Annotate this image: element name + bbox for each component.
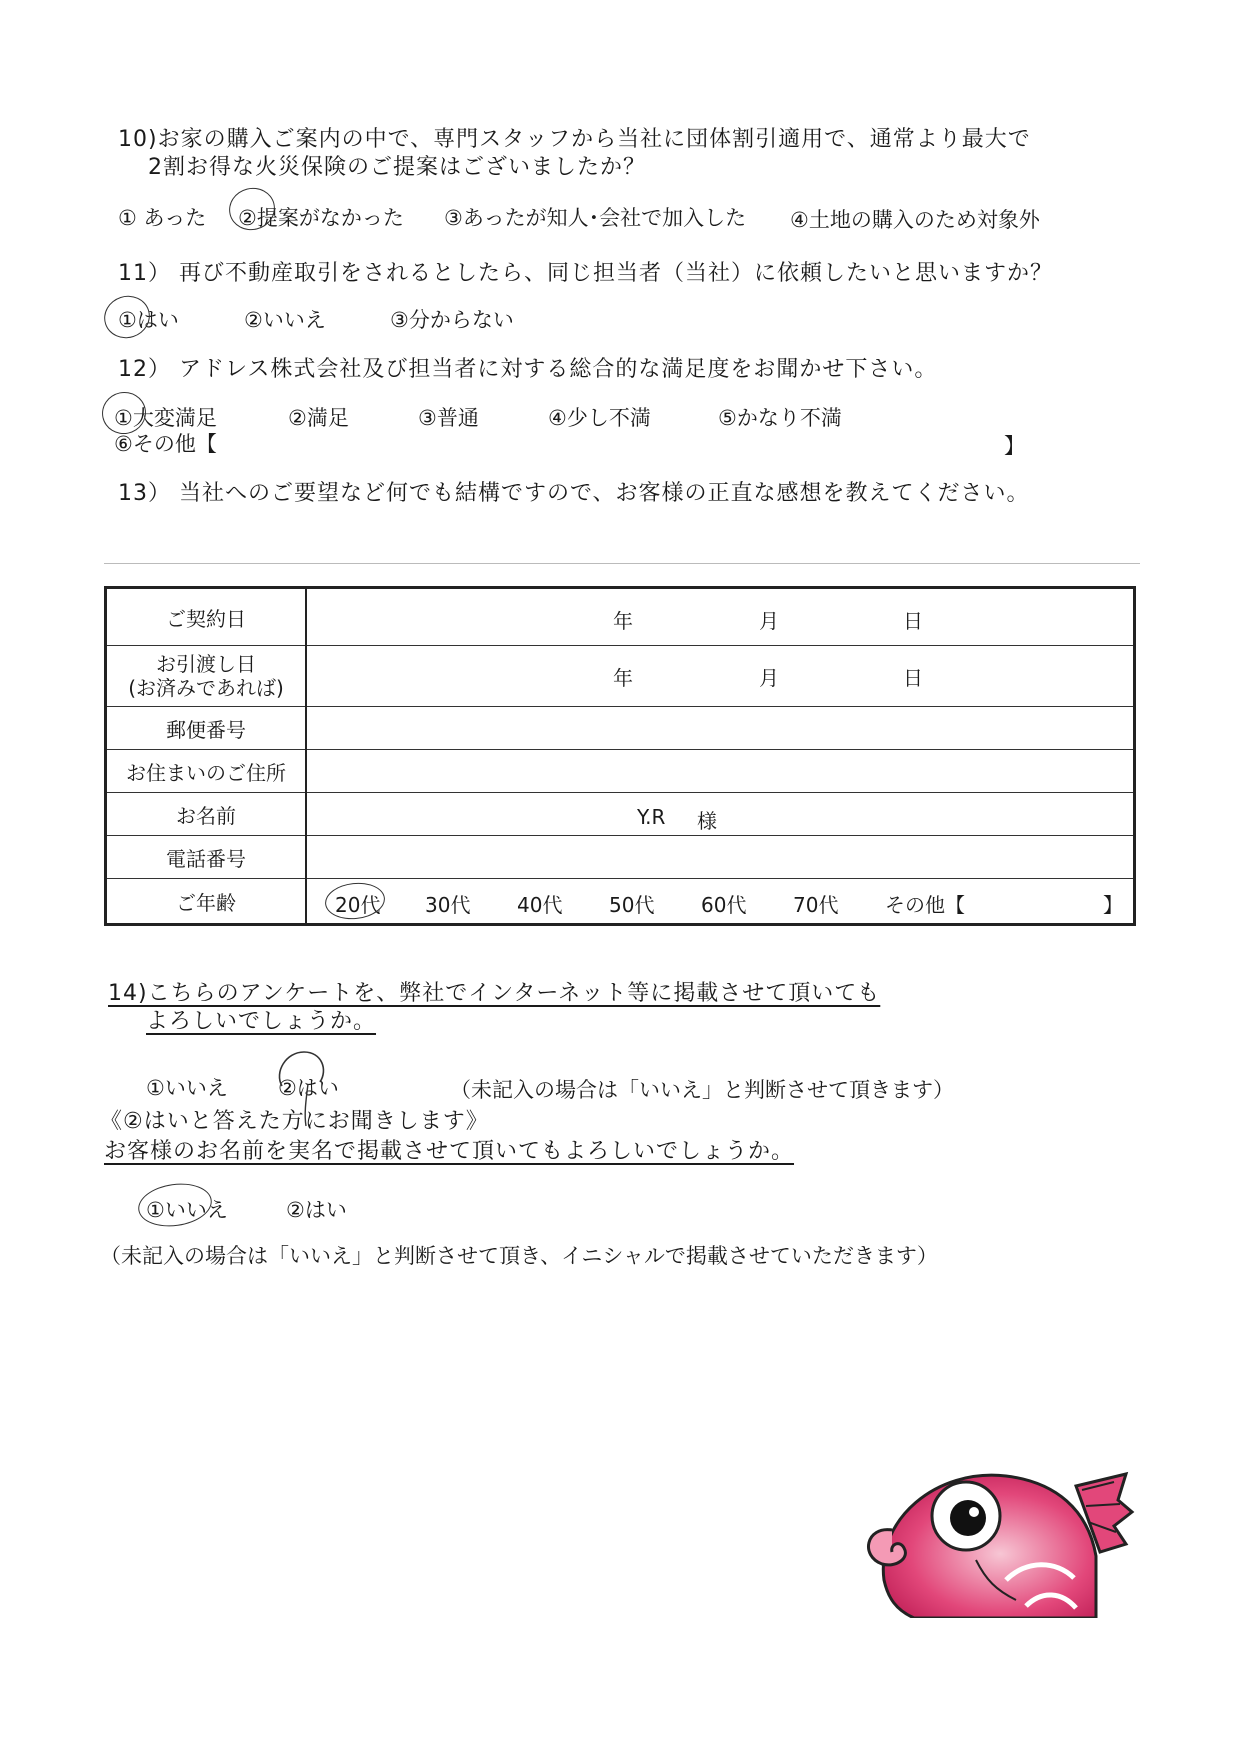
year-label: 年 (613, 609, 633, 633)
name-field[interactable] (306, 793, 1135, 836)
table-row (106, 588, 1135, 646)
address-field[interactable] (306, 750, 1135, 793)
q12-option-3[interactable]: ③普通 (418, 406, 479, 430)
postal-code-field[interactable] (306, 707, 1135, 750)
year-label: 年 (613, 666, 633, 690)
table-row (106, 750, 1135, 793)
q12-option-4[interactable]: ④少し不満 (548, 406, 651, 430)
q11-answer-circle (99, 290, 156, 344)
phone-label: 電話番号 (106, 836, 307, 879)
q14-note: （未記入の場合は「いいえ」と判断させて頂きます） (450, 1078, 954, 1102)
month-label: 月 (759, 609, 779, 633)
handover-date-label (106, 646, 307, 707)
q14-sub-heading: 《②はいと答えた方にお聞きします》 (100, 1109, 489, 1134)
separator-line (104, 563, 1140, 564)
table-row (106, 793, 1135, 836)
day-label: 日 (903, 666, 923, 690)
q10-option-2[interactable]: ②提案がなかった (238, 206, 404, 230)
month-label: 月 (759, 666, 779, 690)
q14-sub-note: （未記入の場合は「いいえ」と判断させて頂き、イニシャルで掲載させていただきます） (100, 1244, 938, 1268)
postal-code-label: 郵便番号 (106, 707, 307, 750)
q12-option-1[interactable]: ①大変満足 (114, 406, 217, 430)
contract-date-label: ご契約日 (106, 588, 307, 646)
customer-info-table (104, 586, 1136, 926)
age-other-close: 】 (1103, 893, 1123, 917)
handover-label-line1: お引渡し日 (156, 652, 256, 676)
q10-line2: 2割お得な火災保険のご提案はございましたか？ (148, 155, 646, 180)
age-option-50s[interactable]: 50代 (609, 893, 655, 917)
q11-option-3[interactable]: ③分からない (390, 308, 514, 332)
handover-label-line2: (お済みであれば) (128, 676, 284, 700)
q12-option-other[interactable]: ⑥その他【 (114, 432, 217, 456)
q14-line2: よろしいでしょうか。 (146, 1009, 377, 1034)
q10-option-4[interactable]: ④土地の購入のため対象外 (790, 208, 1040, 232)
q14-line1: 14)こちらのアンケートを、弊社でインターネット等に掲載させて頂いても (108, 981, 881, 1006)
q12-option-2[interactable]: ②満足 (288, 406, 349, 430)
q14-option-2[interactable]: ②はい (278, 1076, 339, 1100)
age-option-20s[interactable]: 20代 (335, 893, 381, 917)
q11-option-1[interactable]: ①はい (118, 308, 179, 332)
age-option-40s[interactable]: 40代 (517, 893, 563, 917)
age-option-30s[interactable]: 30代 (425, 893, 471, 917)
q14-option-1[interactable]: ①いいえ (146, 1076, 228, 1100)
q10-option-3[interactable]: ③あったが知人･会社で加入した (444, 206, 747, 230)
age-option-70s[interactable]: 70代 (793, 893, 839, 917)
address-label: お住まいのご住所 (106, 750, 307, 793)
day-label: 日 (903, 609, 923, 633)
q14-sub-option-1[interactable]: ①いいえ (146, 1198, 228, 1222)
q10-option-1[interactable]: ① あった (118, 206, 207, 230)
name-value: Y.R (637, 805, 666, 829)
age-field (306, 879, 1135, 925)
q11-question: 11） 再び不動産取引をされるとしたら、同じ担当者（当社）に依頼したいと思いますか？ (118, 261, 1053, 286)
q14-sub-question: お客様のお名前を実名で掲載させて頂いてもよろしいでしょうか。 (104, 1139, 795, 1164)
table-row (106, 707, 1135, 750)
age-option-60s[interactable]: 60代 (701, 893, 747, 917)
table-row (106, 879, 1135, 925)
name-label: お名前 (106, 793, 307, 836)
age-option-other[interactable]: その他【 (885, 893, 965, 917)
q13-question: 13） 当社へのご要望など何でも結構ですので、お客様の正直な感想を教えてください。 (118, 481, 1030, 506)
table-row (106, 836, 1135, 879)
q12-other-close: 】 (1004, 434, 1025, 458)
handover-date-field[interactable] (306, 646, 1135, 707)
q12-option-5[interactable]: ⑤かなり不満 (718, 406, 842, 430)
q11-option-2[interactable]: ②いいえ (244, 308, 326, 332)
table-row (106, 646, 1135, 707)
age-label: ご年齢 (106, 879, 307, 925)
q12-question: 12） アドレス株式会社及び担当者に対する総合的な満足度をお聞かせ下さい。 (118, 357, 938, 382)
phone-field[interactable] (306, 836, 1135, 879)
q14-sub-option-2[interactable]: ②はい (286, 1198, 347, 1222)
q10-line1: 10)お家の購入ご案内の中で、専門スタッフから当社に団体割引適用で、通常より最大で (118, 127, 1031, 152)
name-honorific: 様 (697, 809, 717, 833)
fish-mascot-image (856, 1460, 1136, 1618)
contract-date-field[interactable] (306, 588, 1135, 646)
